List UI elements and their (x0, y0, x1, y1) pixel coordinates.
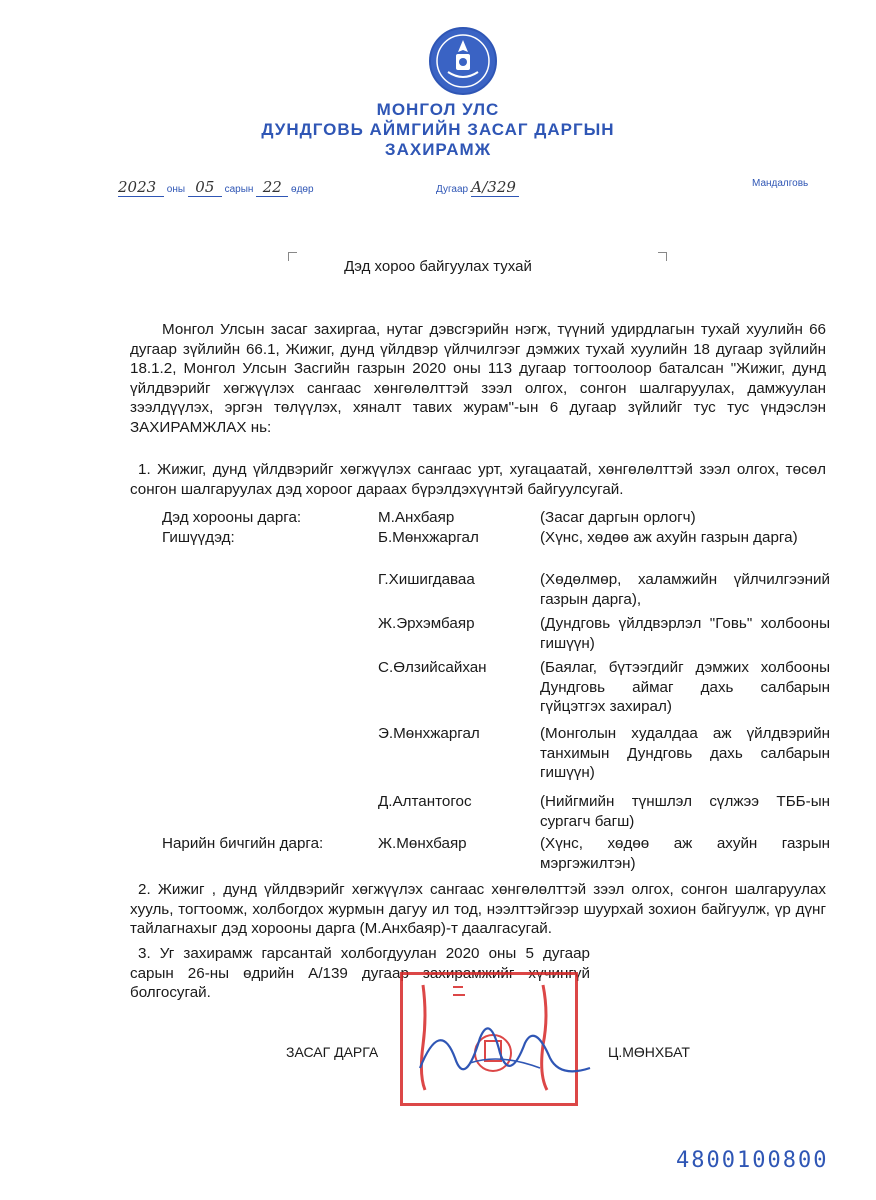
committee-desc: (Монголын худалдаа аж үйлдвэрийн танхимын Дундговь дахь салбарын гишүүн) (540, 725, 830, 781)
state-emblem-icon (428, 26, 498, 96)
committee-desc: (Засаг даргын орлогч) (540, 509, 696, 526)
item-3: 3. Уг захирамж гарсантай холбогдуулан 2020 оны 5 дугаар сарын 26-ны өдрийн А/139 дугаар захирамжийг хүчингүй болгосугай. (130, 945, 590, 1001)
committee-name: Ж.Эрхэмбаяр (378, 615, 475, 632)
committee-role: Гишүүдэд: (162, 529, 235, 546)
committee-desc: (Хөдөлмөр, халамжийн үйлчилгээний газрын дарга), (540, 571, 830, 608)
committee-desc: (Хүнс, хөдөө аж ахуйн газрын дарга) (540, 529, 798, 546)
document-number: А/329 (471, 178, 519, 197)
item-1: 1. Жижиг, дунд үйлдвэрийг хөгжүүлэх сангаас урт, хугацаатай, хөнгөлөлттэй зээл олгох, төсөл сонгон шалгаруулах дэд хороог дараах бүрэлдэхүүнтэй байгуулсугай. (130, 461, 826, 498)
registration-number: 4800100800 (676, 1148, 829, 1173)
signature-scribble-icon (410, 1008, 600, 1098)
committee-desc: (Баялаг, бүтээгдийг дэмжих холбооны Дундговь аймаг дахь салбарын гүйцэтгэх захирал) (540, 659, 830, 715)
intro-paragraph: Монгол Улсын засаг захиргаа, нутаг дэвсгэрийн нэгж, түүний удирдлагын тухай хуулийн 66 дугаар зүйлийн 66.1, Жижиг, дунд үйлдвэр үйлчилгээг дэмжих тухай хуулийн 18 дугаар зүйлийн 18.1.2, Монгол Улсын Засгийн газрын 2020 оны 113 дугаар тогтоолоор баталсан "Жижиг, дунд үйлдвэрийг хөгжүүлэх сангаас хөнгөлөлттэй зээл олгох, сонгон шалгаруулах, дамжуулан зээлдүүлэх, эргэн төлүүлэх, хяналт тавих журам"-ын 6 дугаар зүйлийг тус тус үндэслэн ЗАХИРАМЖЛАХ нь: (130, 321, 826, 436)
signature-name: Ц.МӨНХБАТ (608, 1044, 690, 1060)
date-month-label: сарын (224, 184, 254, 195)
header-country: МОНГОЛ УЛС (376, 100, 500, 119)
date-year: 2023 (118, 178, 164, 197)
number-line (436, 178, 519, 197)
committee-name: С.Өлзийсайхан (378, 659, 487, 676)
header-office: ДУНДГОВЬ АЙМГИЙН ЗАСАГ ДАРГЫН (261, 120, 615, 139)
date-day-label: өдөр (291, 184, 314, 195)
date-line (118, 178, 314, 197)
committee-name: М.Анхбаяр (378, 509, 455, 526)
date-month: 05 (188, 178, 222, 197)
committee-desc: (Хүнс, хөдөө аж ахуйн газрын мэргэжилтэн) (540, 835, 830, 872)
committee-role: Нарийн бичгийн дарга: (162, 835, 324, 852)
date-day: 22 (256, 178, 288, 197)
date-year-label: оны (166, 184, 186, 195)
number-label: Дугаар (436, 184, 469, 195)
document-title: Дэд хороо байгуулах тухай (344, 258, 532, 275)
committee-name: Ж.Мөнхбаяр (378, 835, 467, 852)
committee-name: Б.Мөнхжаргал (378, 529, 479, 546)
header-doc-type: ЗАХИРАМЖ (384, 140, 492, 159)
committee-role: Дэд хорооны дарга: (162, 509, 302, 526)
signature-title: ЗАСАГ ДАРГА (286, 1044, 379, 1060)
place: Мандалговь (752, 178, 809, 189)
committee-name: Э.Мөнхжаргал (378, 725, 480, 742)
item-2: 2. Жижиг , дунд үйлдвэрийг хөгжүүлэх сангаас хөнгөлөлттэй зээл олгох, сонгон шалгаруулах хууль, тогтоомж, холбогдох журмын дагуу ил тод, нээлттэйгээр шуурхай зохион байгуулж, үр дүнг тайлагнахыг дэд хорооны дарга (М.Анхбаяр)-т даалгасугай. (130, 881, 826, 937)
committee-name: Г.Хишигдаваа (378, 571, 475, 588)
committee-desc: (Нийгмийн түншлэл сүлжээ ТББ-ын сургагч багш) (540, 793, 830, 830)
committee-desc: (Дундговь үйлдвэрлэл "Говь" холбооны гишүүн) (540, 615, 830, 652)
committee-name: Д.Алтантогос (378, 793, 472, 810)
